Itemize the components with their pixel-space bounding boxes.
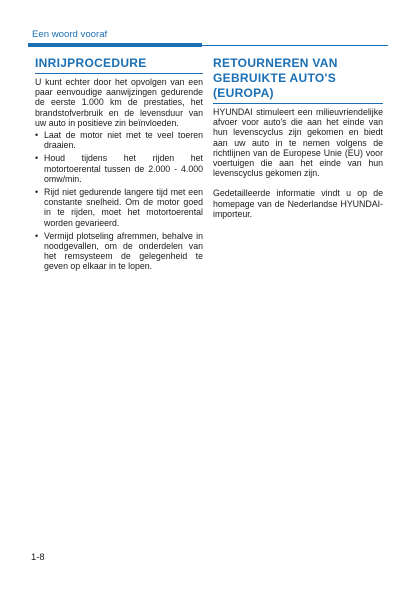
- header-rule-thick: [28, 43, 202, 47]
- list-item: • Laat de motor niet met te veel toeren draaien.: [35, 130, 203, 151]
- recycling-paragraph: HYUNDAI stimuleert een milieuvriendelijke afvoer voor auto's die aan het einde van hun levenscyclus zijn gekomen en biedt aan uw auto in te nemen volgens de richtlijnen van de Europese Unie (EU) voor voertuigen die aan het einde van hun levenscyclus gekomen zijn.: [213, 107, 383, 179]
- right-column: [213, 52, 383, 219]
- list-item: • Vermijd plotseling afremmen, behalve in noodgevallen, om de onderdelen van het remsysteem de gelegenheid te geven op elkaar in te lopen.: [35, 230, 203, 272]
- running-header: Een woord vooraf: [32, 29, 108, 40]
- list-item: • Houd tijdens het rijden het motortoerental tussen de 2.000 - 4.000 omw/min.: [35, 153, 203, 184]
- info-paragraph: Gedetailleerde informatie vindt u op de homepage van de Nederlandse HYUNDAI-importeur.: [213, 188, 383, 219]
- header-rule-thin: [202, 45, 388, 46]
- section-title-inrijprocedure: INRIJPROCEDURE: [35, 56, 203, 74]
- page-number: 1-8: [31, 551, 45, 562]
- section-title-retourneren: RETOURNEREN VAN GEBRUIKTE AUTO'S (EUROPA): [213, 56, 383, 104]
- left-column: [35, 52, 203, 275]
- list-item: • Rijd niet gedurende langere tijd met een constante snelheid. Om de motor goed in te rijden, moet het motortoerental worden gevarieerd.: [35, 187, 203, 228]
- intro-paragraph: U kunt echter door het opvolgen van een paar eenvoudige aanwijzingen gedurende de eerste 1.000 km de prestaties, het brandstofverbruik en de levensduur van uw auto in positieve zin beïnvloeden.: [35, 77, 203, 128]
- tips-list: [35, 130, 203, 272]
